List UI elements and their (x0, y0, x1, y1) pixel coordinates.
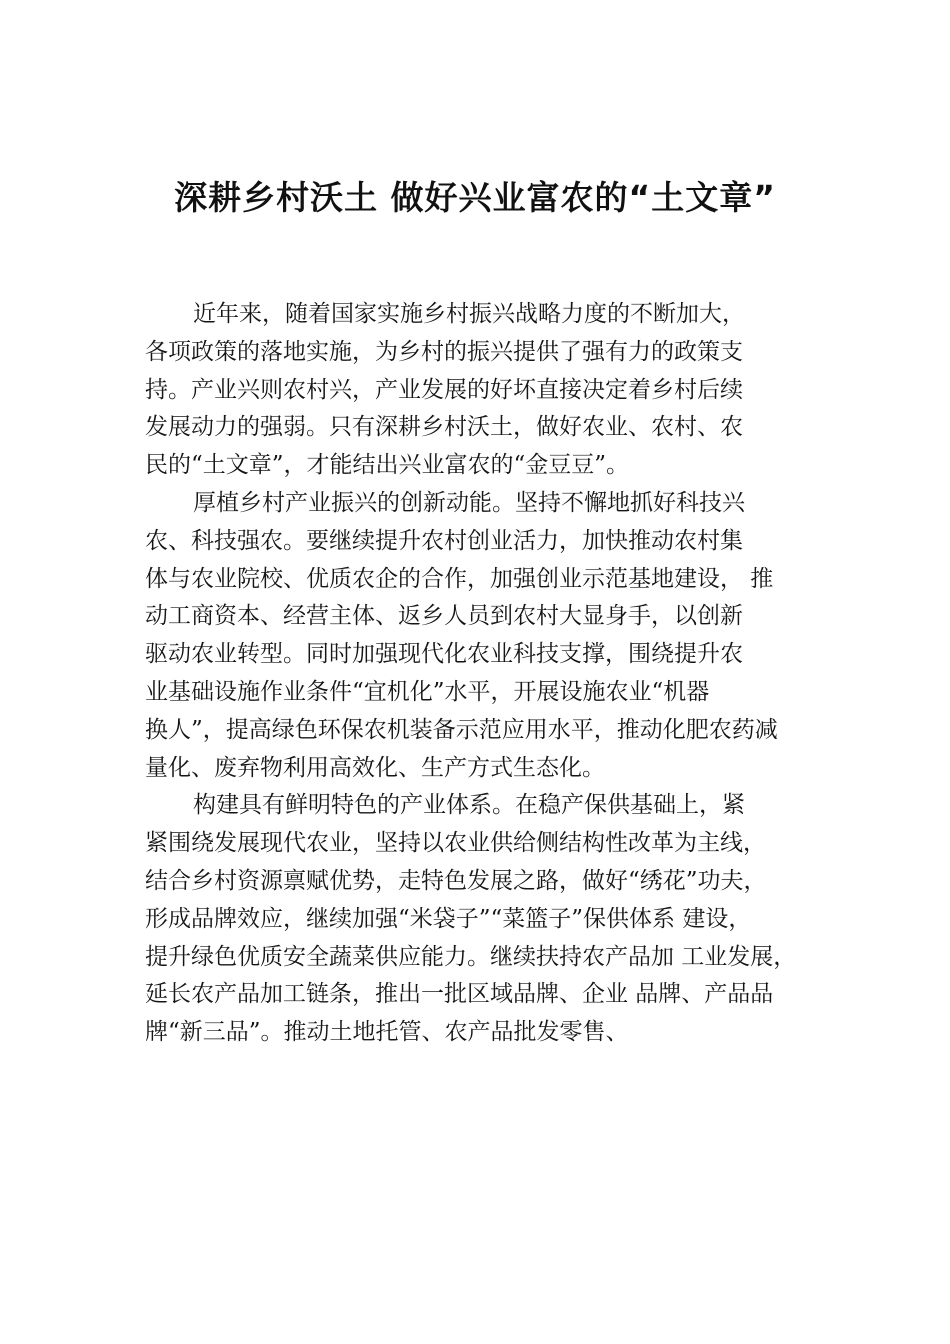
paragraph-2-line-6: 业基础设施作业条件“宜机化”水平，开展设施农业“机器 (145, 678, 710, 705)
paragraph-2-line-7: 换人”，提高绿色环保农机装备示范应用水平，推动化肥农药减 (145, 716, 778, 743)
paragraph-3-line-7: 牌“新三品”。推动土地托管、农产品批发零售、 (145, 1019, 629, 1046)
paragraph-1-line-1: 近年来，随着国家实施乡村振兴战略力度的不断加大， (193, 301, 745, 327)
paragraph-2-line-4: 动工商资本、经营主体、返乡人员到农村大显身手，以创新 (145, 603, 743, 630)
paragraph-1-line-3: 持。产业兴则农村兴，产业发展的好坏直接决定着乡村后续 (145, 376, 743, 403)
paragraph-2-line-5: 驱动农业转型。同时加强现代化农业科技支撑，围绕提升农 (145, 641, 743, 668)
paragraph-1-line-2: 各项政策的落地实施，为乡村的振兴提供了强有力的政策支 (145, 338, 743, 365)
paragraph-1-line-5: 民的“土文章”，才能结出兴业富农的“金豆豆”。 (145, 452, 630, 479)
paragraph-2-line-1: 厚植乡村产业振兴的创新动能。坚持不懈地抓好科技兴 (193, 489, 745, 516)
paragraph-2-line-3: 体与农业院校、优质农企的合作，加强创业示范基地建设， 推 (145, 565, 774, 592)
paragraph-3-line-2: 紧围绕发展现代农业，坚持以农业供给侧结构性改革为主线， (145, 830, 766, 857)
paragraph-3-line-5: 提升绿色优质安全蔬菜供应能力。继续扶持农产品加 工业发展， (145, 943, 797, 970)
paragraph-3-line-6: 延长农产品加工链条，推出一批区域品牌、企业 品牌、产品品 (145, 981, 774, 1008)
paragraph-2-line-8: 量化、废弃物利用高效化、生产方式生态化。 (145, 754, 605, 781)
paragraph-3-line-1: 构建具有鲜明特色的产业体系。在稳产保供基础上，紧 (193, 792, 745, 819)
document-title: 深耕乡村沃土 做好兴业富农的“土文章” (174, 178, 776, 217)
document-body (145, 296, 865, 1052)
paragraph-1-line-4: 发展动力的强弱。只有深耕乡村沃土，做好农业、农村、农 (145, 414, 743, 441)
paragraph-2-line-2: 农、科技强农。要继续提升农村创业活力，加快推动农村集 (145, 527, 743, 554)
paragraph-3-line-4: 形成品牌效应，继续加强“米袋子”“菜篮子”保供体系 建设， (145, 905, 752, 932)
paragraph-3-line-3: 结合乡村资源禀赋优势，走特色发展之路，做好“绣花”功夫， (145, 867, 767, 894)
